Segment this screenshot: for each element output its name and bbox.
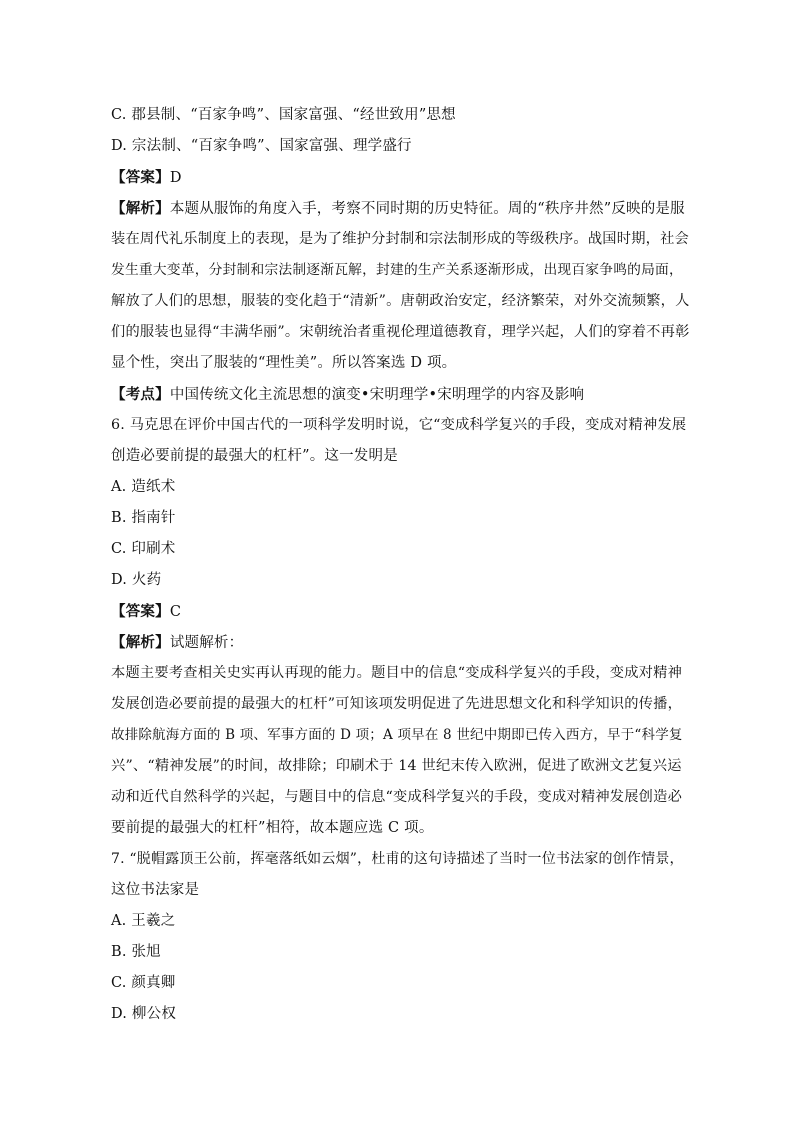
q5-option-c: C. 郡县制、“百家争鸣”、国家富强、“经世致用”思想 bbox=[111, 107, 456, 123]
q5-analysis-line: 显个性，突出了服装的“理性美”。所以答案选 D 项。 bbox=[111, 355, 457, 371]
document-page bbox=[111, 100, 691, 1030]
q5-analysis-line: 【解析】本题从服饰的角度入手，考察不同时期的历史特征。周的“秩序井然”反映的是服 bbox=[111, 200, 685, 217]
q5-analysis-line: 们的服装也显得“丰满华丽”。宋朝统治者重视伦理道德教育，理学兴起，人们的穿着不再彰 bbox=[111, 324, 690, 340]
q6-answer bbox=[111, 596, 691, 627]
q5-answer bbox=[111, 162, 691, 193]
q5-analysis bbox=[111, 193, 691, 379]
q5-analysis-line: 解放了人们的思想，服装的变化趋于“清新”。唐朝政治安定，经济繁荣，对外交流频繁，人 bbox=[111, 293, 690, 309]
q6-stem-line: 创造必要前提的最强大的杠杆”。这一发明是 bbox=[111, 448, 398, 464]
q6-analysis-head: 【解析】试题解析： bbox=[111, 634, 244, 651]
q7-option-b: B. 张旭 bbox=[111, 944, 161, 960]
q7-stem-line: 这位书法家是 bbox=[111, 882, 200, 898]
q6-analysis-line: 故排除航海方面的 B 项、军事方面的 D 项；A 项早在 8 世纪中期即已传入西方，早于“科学复 bbox=[111, 727, 683, 743]
q5-analysis-line: 装在周代礼乐制度上的表现，是为了维护分封制和宗法制形成的等级秩序。战国时期，社会 bbox=[111, 231, 690, 247]
q6-option-a: A. 造纸术 bbox=[111, 479, 176, 495]
q6-option-c: C. 印刷术 bbox=[111, 541, 176, 557]
q5-test-point bbox=[111, 379, 691, 410]
q6-stem-line: 6. 马克思在评价中国古代的一项科学发明时说，它“变成科学复兴的手段，变成对精神发展 bbox=[111, 417, 687, 433]
point-tag: 【考点】 bbox=[111, 386, 170, 403]
answer-value: D bbox=[169, 170, 182, 186]
q5-option-d: D. 宗法制、“百家争鸣”、国家富强、理学盛行 bbox=[111, 138, 412, 154]
point-value: 中国传统文化主流思想的演变•宋明理学•宋明理学的内容及影响 bbox=[169, 387, 585, 403]
q7-stem-line: 7. “脱帽露顶王公前，挥毫落纸如云烟”，杜甫的这句诗描述了当时一位书法家的创作情景， bbox=[111, 851, 684, 867]
q6-analysis-line: 动和近代自然科学的兴起，与题目中的信息“变成科学复兴的手段，变成对精神发展创造必 bbox=[111, 789, 683, 805]
analysis-tag: 【解析】 bbox=[111, 634, 170, 651]
q5-analysis-line: 发生重大变革，分封制和宗法制逐渐瓦解，封建的生产关系逐渐形成，出现百家争鸣的局面， bbox=[111, 262, 683, 278]
analysis-tag: 【解析】 bbox=[111, 200, 170, 217]
q6-analysis-line: 本题主要考查相关史实再认再现的能力。题目中的信息“变成科学复兴的手段，变成对精神 bbox=[111, 665, 683, 681]
q6-option-d: D. 火药 bbox=[111, 572, 162, 588]
answer-tag: 【答案】 bbox=[111, 603, 170, 620]
answer-tag: 【答案】 bbox=[111, 169, 170, 186]
q6-analysis-line: 发展创造必要前提的最强大的杠杆”可知该项发明促进了先进思想文化和科学知识的传播， bbox=[111, 696, 683, 712]
q7-option-d: D. 柳公权 bbox=[111, 1006, 177, 1022]
q7-option-a: A. 王羲之 bbox=[111, 913, 176, 929]
q6-analysis-line: 兴”、“精神发展”的时间，故排除；印刷术于 14 世纪末传入欧洲，促进了欧洲文艺复兴运 bbox=[111, 758, 682, 774]
answer-value: C bbox=[169, 604, 182, 620]
q7-option-c: C. 颜真卿 bbox=[111, 975, 176, 991]
q6-analysis-line: 要前提的最强大的杠杆”相符，故本题应选 C 项。 bbox=[111, 820, 434, 836]
q6-option-b: B. 指南针 bbox=[111, 510, 176, 526]
q6-analysis bbox=[111, 658, 691, 844]
